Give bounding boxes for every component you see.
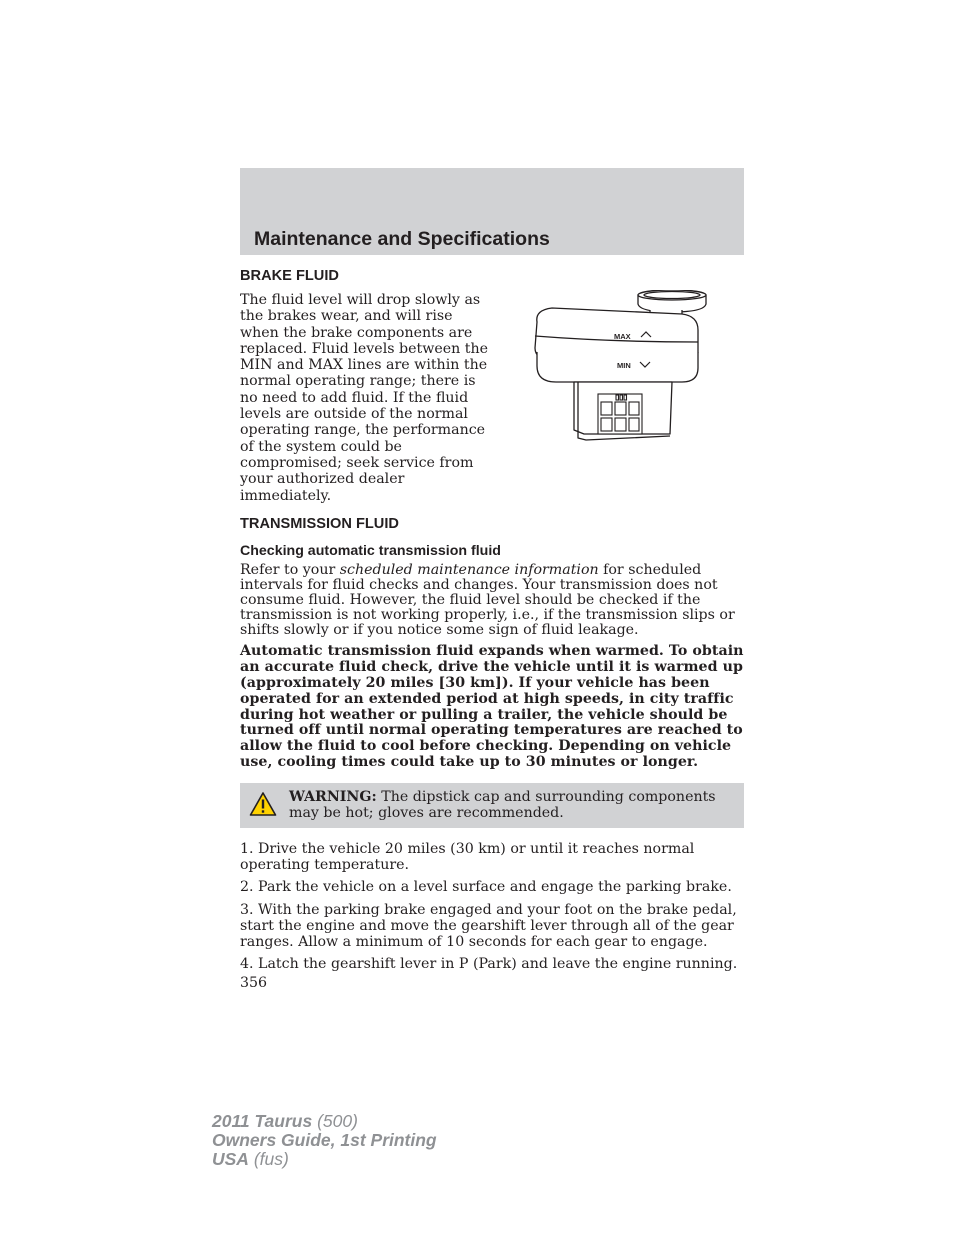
footer-model-code: (500) — [312, 1111, 358, 1131]
checking-transmission-subheading: Checking automatic transmission fluid — [240, 542, 501, 559]
warning-triangle-icon — [249, 791, 277, 817]
footer-model-line — [212, 1112, 437, 1131]
footer-model: 2011 Taurus — [212, 1111, 313, 1131]
brake-fluid-section — [240, 292, 744, 504]
max-marking: MAX — [614, 332, 631, 341]
refer-text-start: Refer to your — [240, 561, 340, 578]
refer-text-end: for scheduled intervals for fluid checks and changes. Your transmission does not consume fluid. However, the fluid level should be checked if the transmission is not working properly, i.e., if the transmission slips or shifts slowly or if you notice some sign of fluid leakage. — [240, 561, 735, 639]
warning-message: The dipstick cap and surrounding components may be hot; gloves are recommended. — [289, 788, 716, 821]
brake-fluid-paragraph: The fluid level will drop slowly as the brakes wear, and will rise when the brake components are replaced. Fluid levels between the MIN and MAX lines are within the normal operating range; there is no need to add fluid. If the fluid levels are outside of the normal operating range, the performance of the system could be compromised; seek service from your authorized dealer immediately. — [240, 292, 489, 504]
page-number: 356 — [240, 974, 268, 991]
min-marking: MIN — [617, 361, 631, 370]
footer-edition: Owners Guide, 1st Printing — [212, 1130, 437, 1150]
warning-box — [240, 783, 744, 828]
footer-region: USA — [212, 1149, 249, 1169]
step-item: 2. Park the vehicle on a level surface and engage the parking brake. — [240, 879, 732, 896]
warning-text — [289, 789, 734, 822]
step-item: 1. Drive the vehicle 20 miles (30 km) or until it reaches normal operating temperature. — [240, 840, 695, 873]
transmission-fluid-heading: TRANSMISSION FLUID — [240, 515, 399, 532]
step-item: 3. With the parking brake engaged and your foot on the brake pedal, start the engine and move the gearshift lever through all of the gear ranges. Allow a minimum of 10 seconds for each gear to engage. — [240, 901, 737, 951]
transmission-intro-paragraph — [240, 563, 744, 638]
footer-region-line — [212, 1150, 437, 1169]
maintenance-info-reference: scheduled maintenance information — [339, 561, 599, 578]
warning-label: WARNING: — [289, 788, 377, 805]
step-item: 4. Latch the gearshift lever in P (Park) and leave the engine running. — [240, 956, 738, 973]
section-title: Maintenance and Specifications — [254, 228, 550, 250]
fluid-expansion-note: Automatic transmission fluid expands when warmed. To obtain an accurate fluid check, drive the vehicle until it is warmed up (approximately 20 miles [30 km]). If your vehicle has been operated for an extended period at high speeds, in city traffic during hot weather or pulling a trailer, the vehicle should be turned off until normal operating temperatures are reached to allow the fluid to cool before checking. Depending on vehicle use, cooling times could take up to 30 minutes or longer. — [240, 643, 744, 770]
page-content — [240, 266, 744, 991]
document-footer — [212, 1112, 437, 1169]
brake-fluid-reservoir-illustration — [532, 290, 716, 445]
brake-fluid-heading: BRAKE FLUID — [240, 268, 339, 284]
procedure-steps — [240, 841, 744, 973]
footer-region-code: (fus) — [248, 1149, 289, 1169]
section-header-band — [240, 168, 744, 255]
